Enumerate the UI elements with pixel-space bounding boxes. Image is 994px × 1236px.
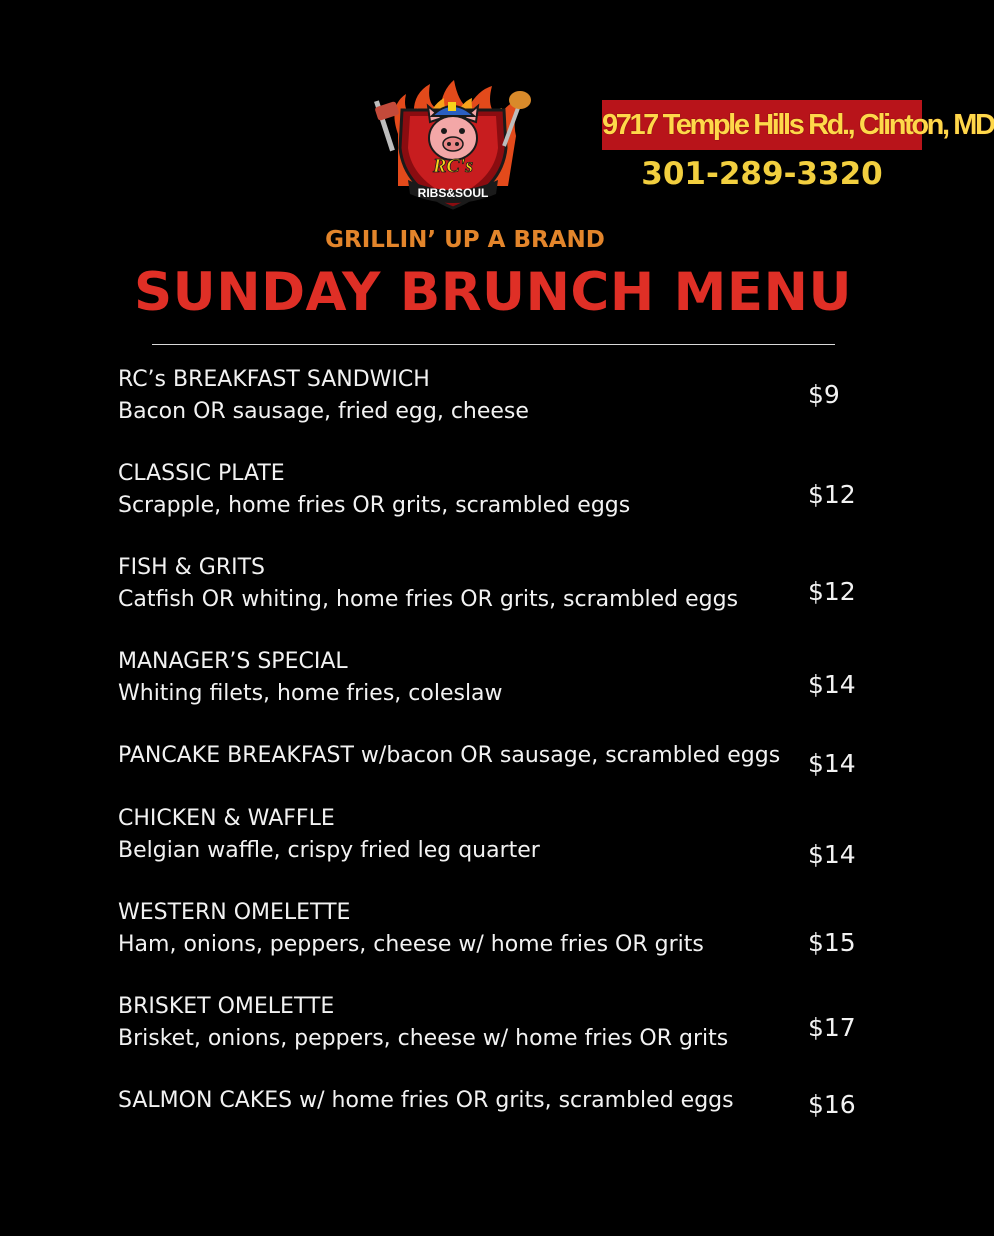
menu-item-name: FISH & GRITS xyxy=(118,555,266,580)
menu-item-price: $17 xyxy=(808,1013,856,1042)
menu-item-name: BRISKET OMELETTE xyxy=(118,994,335,1019)
menu-item-name: WESTERN OMELETTE xyxy=(118,900,351,925)
menu-item-description: Ham, onions, peppers, cheese w/ home fries OR grits xyxy=(118,932,704,957)
menu-list xyxy=(118,0,878,1236)
menu-item-description: Brisket, onions, peppers, cheese w/ home fries OR grits xyxy=(118,1026,729,1051)
menu-item-price: $9 xyxy=(808,380,840,409)
address-banner: 9717 Temple Hills Rd., Clinton, MD xyxy=(602,100,922,150)
phone-number: 301-289-3320 xyxy=(641,156,883,192)
logo-text: RC's xyxy=(432,155,474,177)
menu-item-price: $16 xyxy=(808,1090,856,1119)
menu-item-price: $14 xyxy=(808,840,856,869)
menu-item-name: SALMON CAKES w/ home fries OR grits, scrambled eggs xyxy=(118,1088,734,1113)
menu-item-name: PANCAKE BREAKFAST w/bacon OR sausage, scrambled eggs xyxy=(118,743,781,768)
logo-subtext: RIBS&SOUL xyxy=(417,186,489,200)
menu-item-name: CLASSIC PLATE xyxy=(118,461,285,486)
menu-item xyxy=(118,1085,878,1117)
menu-item-price: $12 xyxy=(808,480,856,509)
menu-item xyxy=(118,897,878,961)
menu-item-description: Catfish OR whiting, home fries OR grits, scrambled eggs xyxy=(118,587,739,612)
menu-item-description: Belgian waffle, crispy fried leg quarter xyxy=(118,838,540,863)
menu-item xyxy=(118,458,878,522)
menu-title: SUNDAY BRUNCH MENU xyxy=(134,262,852,323)
menu-item-description: Scrapple, home fries OR grits, scrambled eggs xyxy=(118,493,631,518)
menu-item-price: $14 xyxy=(808,749,856,778)
menu-item-name: RC’s BREAKFAST SANDWICH xyxy=(118,367,430,392)
menu-item-description: Bacon OR sausage, fried egg, cheese xyxy=(118,399,529,424)
menu-item xyxy=(118,740,878,778)
menu-item xyxy=(118,552,878,616)
menu-item xyxy=(118,364,878,428)
menu-item xyxy=(118,803,878,867)
menu-item-price: $14 xyxy=(808,670,856,699)
tagline: GRILLIN’ UP A BRAND xyxy=(325,227,605,253)
menu-item-price: $15 xyxy=(808,928,856,957)
menu-item-name: CHICKEN & WAFFLE xyxy=(118,806,335,831)
menu-item-description: Whiting filets, home fries, coleslaw xyxy=(118,681,503,706)
menu-item-name: MANAGER’S SPECIAL xyxy=(118,649,348,674)
menu-item xyxy=(118,646,878,710)
menu-item xyxy=(118,991,878,1055)
menu-item-price: $12 xyxy=(808,577,856,606)
